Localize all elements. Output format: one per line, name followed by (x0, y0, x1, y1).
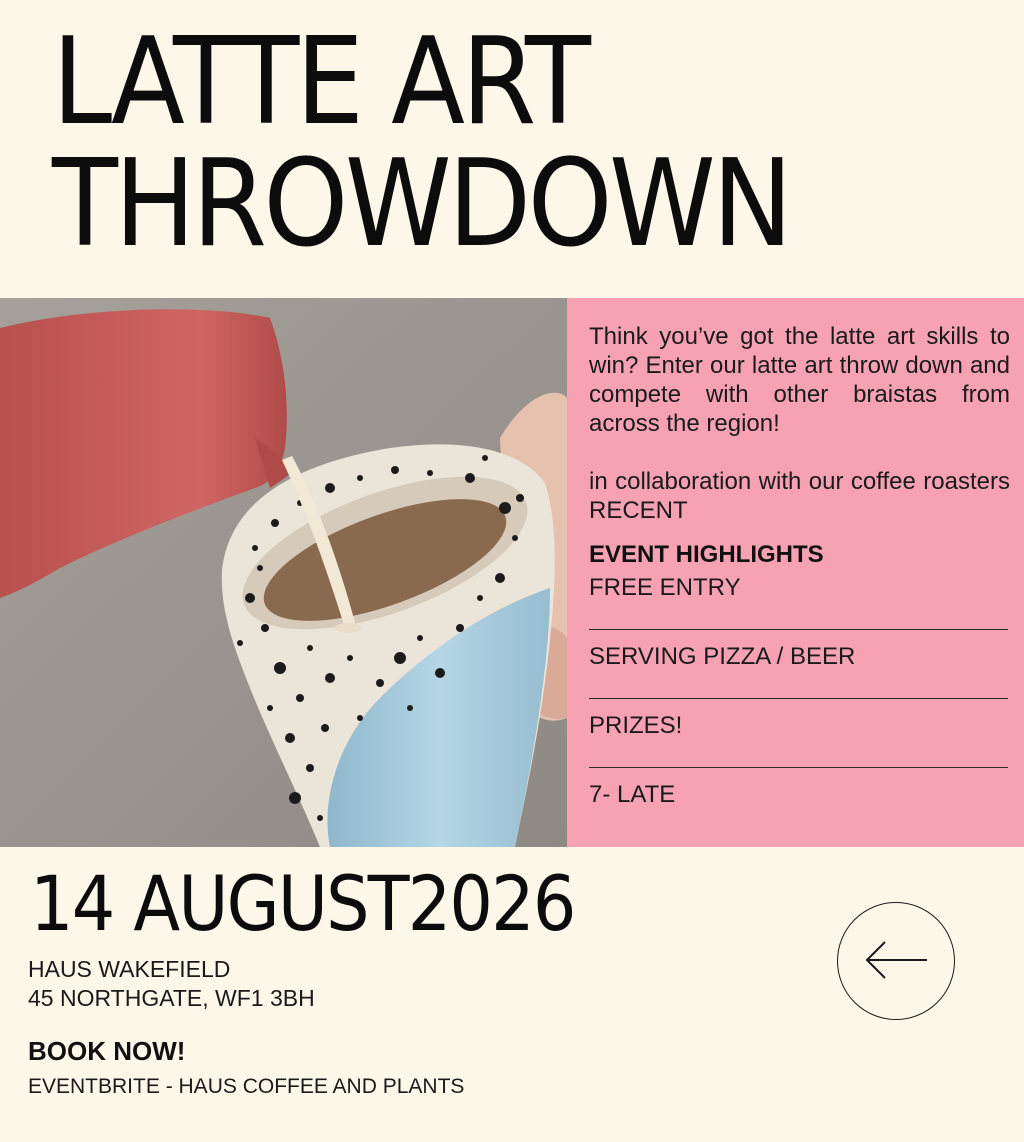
venue (28, 955, 315, 1013)
event-date: 14 AUGUST2026 (30, 859, 575, 948)
highlight-time: 7- LATE (589, 781, 676, 808)
venue-name: HAUS WAKEFIELD (28, 956, 231, 982)
booking-source[interactable]: EVENTBRITE - HAUS COFFEE AND PLANTS (28, 1075, 465, 1098)
arrow-left-icon (863, 940, 929, 983)
highlights-list (589, 573, 1010, 836)
highlight-free-entry: FREE ENTRY (589, 573, 1008, 630)
event-info-panel (567, 298, 1024, 847)
back-arrow-button[interactable] (837, 902, 955, 1020)
title-line-1: LATTE ART (52, 13, 588, 152)
event-description: Think you’ve got the latte art skills to win? Enter our latte art throw down and compete with other braistas from across the region! (589, 323, 1010, 437)
highlight-prizes: PRIZES! (589, 699, 1008, 768)
highlight-pizza-beer: SERVING PIZZA / BEER (589, 630, 1008, 699)
collaboration-note: in collaboration with our coffee roasters RECENT (589, 468, 1010, 524)
book-now-heading: BOOK NOW! (28, 1036, 186, 1066)
latte-pour-photo (0, 298, 567, 847)
venue-address: 45 NORTHGATE, WF1 3BH (28, 985, 315, 1011)
event-title (52, 13, 790, 274)
highlights-heading: EVENT HIGHLIGHTS (589, 541, 824, 568)
title-line-2: THROWDOWN (52, 135, 790, 274)
